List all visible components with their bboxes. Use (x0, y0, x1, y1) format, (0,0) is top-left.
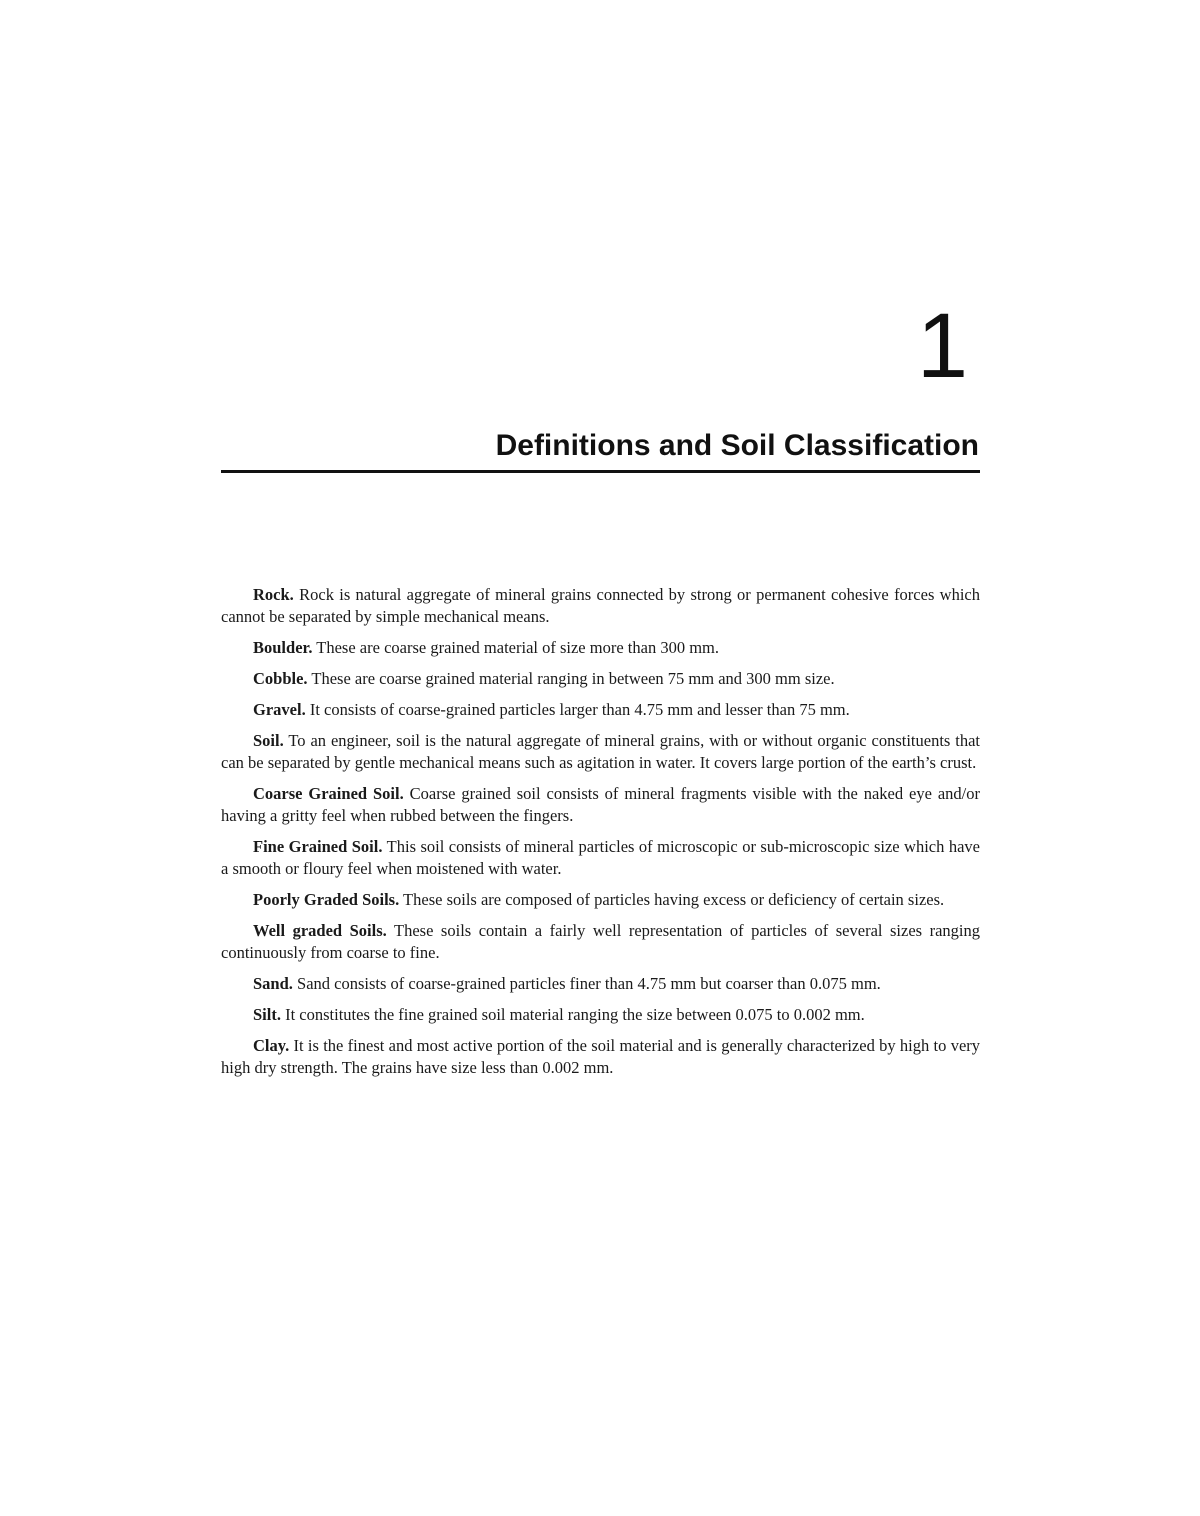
chapter-title: Definitions and Soil Classification (495, 429, 979, 462)
definition-text: Coarse grained soil consists of mineral fragments visible with the naked eye and/or having a gritty feel when rubbed between the fingers. (221, 784, 981, 825)
definition-text: To an engineer, soil is the natural aggregate of mineral grains, with or without organic constituents that can be separated by gentle mechanical means such as agitation in water. It covers large portion of the earth’s crust. (221, 731, 981, 772)
definition-gravel (221, 699, 980, 721)
title-rule (221, 470, 980, 473)
definition-term: Coarse Grained Soil. (253, 784, 404, 803)
definition-term: Rock. (253, 585, 294, 604)
definition-rock (221, 584, 980, 628)
definition-term: Sand. (253, 974, 293, 993)
definition-text: It constitutes the fine grained soil material ranging the size between 0.075 to 0.002 mm. (285, 1005, 865, 1024)
definition-term: Silt. (253, 1005, 281, 1024)
definition-term: Poorly Graded Soils. (253, 890, 400, 909)
definition-term: Well graded Soils. (253, 921, 387, 940)
definition-text: It is the finest and most active portion of the soil material and is generally characterized by high to very high dry strength. The grains have size less than 0.002 mm. (221, 1036, 981, 1077)
definition-silt (221, 1004, 980, 1026)
definition-fine-grained-soil (221, 836, 980, 880)
definition-poorly-graded-soils (221, 889, 980, 911)
definition-cobble (221, 668, 980, 690)
definition-term: Soil. (253, 731, 284, 750)
chapter-number: 1 (916, 295, 968, 397)
definition-coarse-grained-soil (221, 783, 980, 827)
definition-text: These soils contain a fairly well representation of particles of several sizes ranging continuously from coarse to fine. (221, 921, 981, 962)
definition-sand (221, 973, 980, 995)
definition-text: These soils are composed of particles having excess or deficiency of certain sizes. (403, 890, 945, 909)
definition-text: These are coarse grained material ranging in between 75 mm and 300 mm size. (311, 669, 835, 688)
definition-well-graded-soils (221, 920, 980, 964)
definition-clay (221, 1035, 980, 1079)
definition-text: This soil consists of mineral particles of microscopic or sub-microscopic size which have a smooth or floury feel when moistened with water. (221, 837, 980, 878)
definition-soil (221, 730, 980, 774)
definitions-body (221, 584, 980, 1088)
definition-term: Clay. (253, 1036, 290, 1055)
definition-term: Cobble. (253, 669, 308, 688)
definition-text: These are coarse grained material of size more than 300 mm. (316, 638, 719, 657)
definition-text: Rock is natural aggregate of mineral grains connected by strong or permanent cohesive forces which cannot be separated by simple mechanical means. (221, 585, 981, 626)
definition-term: Fine Grained Soil. (253, 837, 383, 856)
definition-text: Sand consists of coarse-grained particles finer than 4.75 mm but coarser than 0.075 mm. (297, 974, 881, 993)
definition-boulder (221, 637, 980, 659)
definition-term: Boulder. (253, 638, 313, 657)
definition-term: Gravel. (253, 700, 306, 719)
definition-text: It consists of coarse-grained particles larger than 4.75 mm and lesser than 75 mm. (309, 700, 850, 719)
